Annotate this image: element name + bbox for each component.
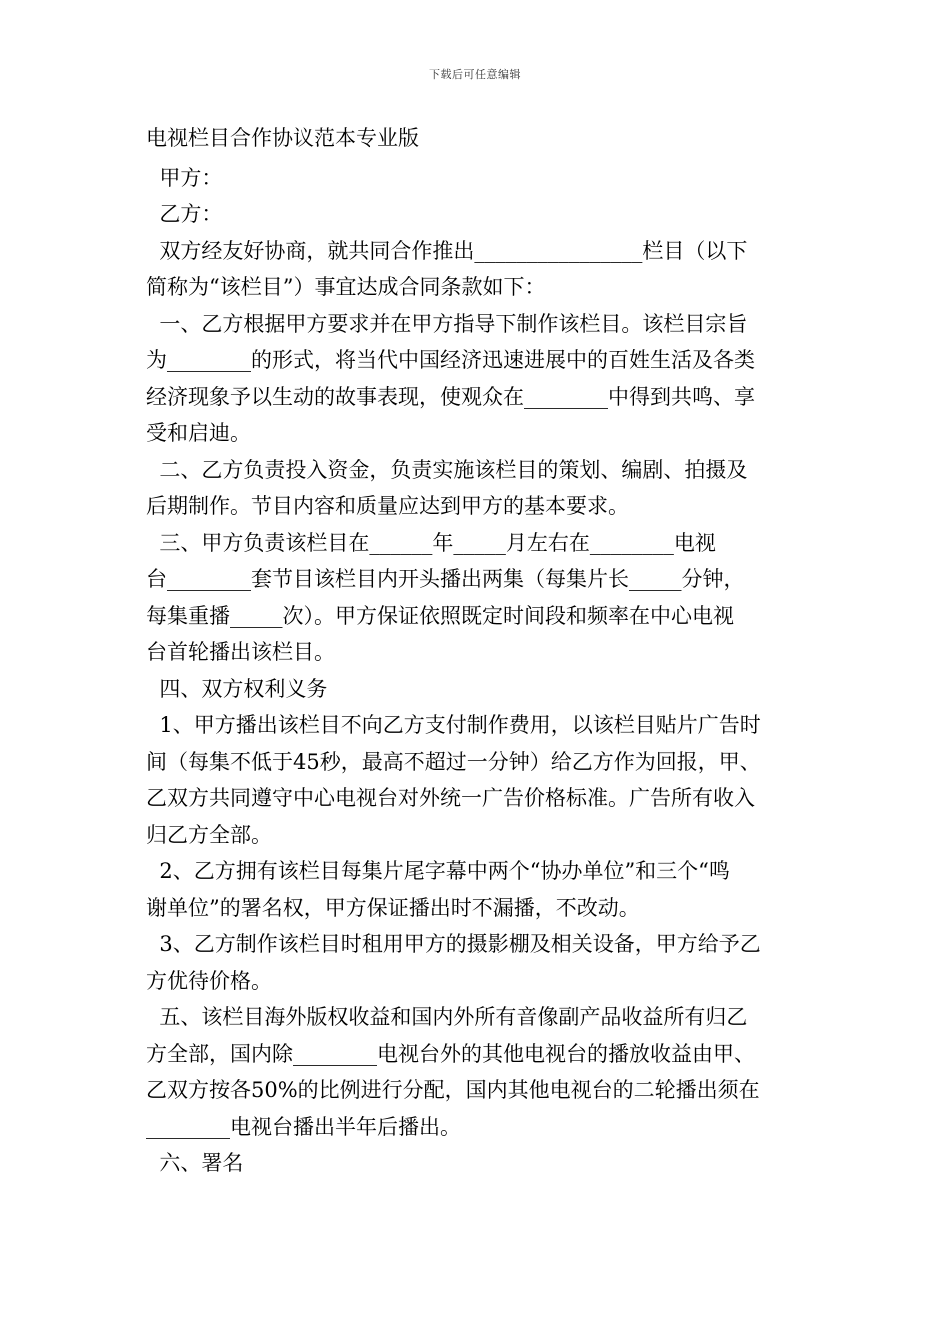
page-header: 下载后可任意编辑 (429, 68, 521, 81)
paragraph-line: ________电视台播出半年后播出。 (146, 1114, 461, 1139)
paragraph-line: 简称为“该栏目”）事宜达成合同条款如下： (146, 275, 546, 299)
paragraph-line: 3、乙方制作该栏目时租用甲方的摄影棚及相关设备，甲方给予乙 (146, 932, 761, 956)
paragraph-line: 一、乙方根据甲方要求并在甲方指导下制作该栏目。该栏目宗旨 (146, 311, 748, 336)
document-body (146, 120, 810, 1182)
paragraph-clause-1 (146, 306, 810, 452)
paragraph-line: 谢单位”的署名权，甲方保证播出时不漏播，不改动。 (146, 895, 640, 920)
paragraph-line: 四、双方权利义务 (146, 676, 328, 701)
paragraph-line: 三、甲方负责该栏目在______年_____月左右在________电视 (146, 530, 716, 555)
paragraph-party-b (146, 196, 810, 233)
paragraph-line: 五、该栏目海外版权收益和国内外所有音像副产品收益所有归乙 (146, 1005, 748, 1029)
paragraph-line: 归乙方全部。 (146, 822, 272, 847)
paragraph-line: 乙双方按各50%的比例进行分配，国内其他电视台的二轮播出须在 (146, 1078, 760, 1102)
paragraph-line: 六、署名 (146, 1151, 244, 1175)
paragraph-party-a (146, 160, 810, 197)
paragraph-clause-2 (146, 452, 810, 525)
paragraph-line: 为________的形式，将当代中国经济迅速进展中的百姓生活及各类 (146, 348, 755, 372)
paragraph-clause-6 (146, 1145, 810, 1182)
paragraph-line: 甲方： (146, 165, 223, 190)
document-title: 电视栏目合作协议范本专业版 (146, 126, 419, 150)
paragraph-line: 方全部，国内除________电视台外的其他电视台的播放收益由甲、 (146, 1041, 755, 1066)
paragraph-line: 方优待价格。 (146, 968, 272, 993)
paragraph-line: 台________套节目该栏目内开头播出两集（每集片长_____分钟， (146, 567, 745, 591)
paragraph-line: 每集重播_____次）。甲方保证依照既定时间段和频率在中心电视 (146, 603, 734, 628)
document-paragraphs (146, 160, 810, 1182)
paragraph-line: 间（每集不低于45秒，最高不超过一分钟）给乙方作为回报，甲、 (146, 749, 761, 774)
paragraph-clause-4-2 (146, 853, 810, 926)
paragraph-line: 乙双方共同遵守中心电视台对外统一广告价格标准。广告所有收入 (146, 786, 755, 810)
paragraph-line: 后期制作。节目内容和质量应达到甲方的基本要求。 (146, 494, 629, 518)
paragraph-line: 经济现象予以生动的故事表现，使观众在________中得到共鸣、享 (146, 384, 755, 409)
paragraph-line: 2、乙方拥有该栏目每集片尾字幕中两个“协办单位”和三个“鸣 (146, 859, 730, 883)
paragraph-line: 乙方： (146, 202, 223, 226)
paragraph-clause-3 (146, 525, 810, 671)
paragraph-clause-4-3 (146, 926, 810, 999)
paragraph-clause-5 (146, 999, 810, 1145)
paragraph-line: 1、甲方播出该栏目不向乙方支付制作费用，以该栏目贴片广告时 (146, 713, 761, 737)
paragraph-line: 受和启迪。 (146, 421, 251, 445)
paragraph-line: 二、乙方负责投入资金，负责实施该栏目的策划、编剧、拍摄及 (146, 457, 748, 482)
paragraph-line: 台首轮播出该栏目。 (146, 640, 335, 664)
paragraph-clause-4 (146, 671, 810, 708)
paragraph-clause-4-1 (146, 707, 810, 853)
paragraph-intro (146, 233, 810, 306)
paragraph-line: 双方经友好协商，就共同合作推出________________栏目（以下 (146, 238, 748, 263)
